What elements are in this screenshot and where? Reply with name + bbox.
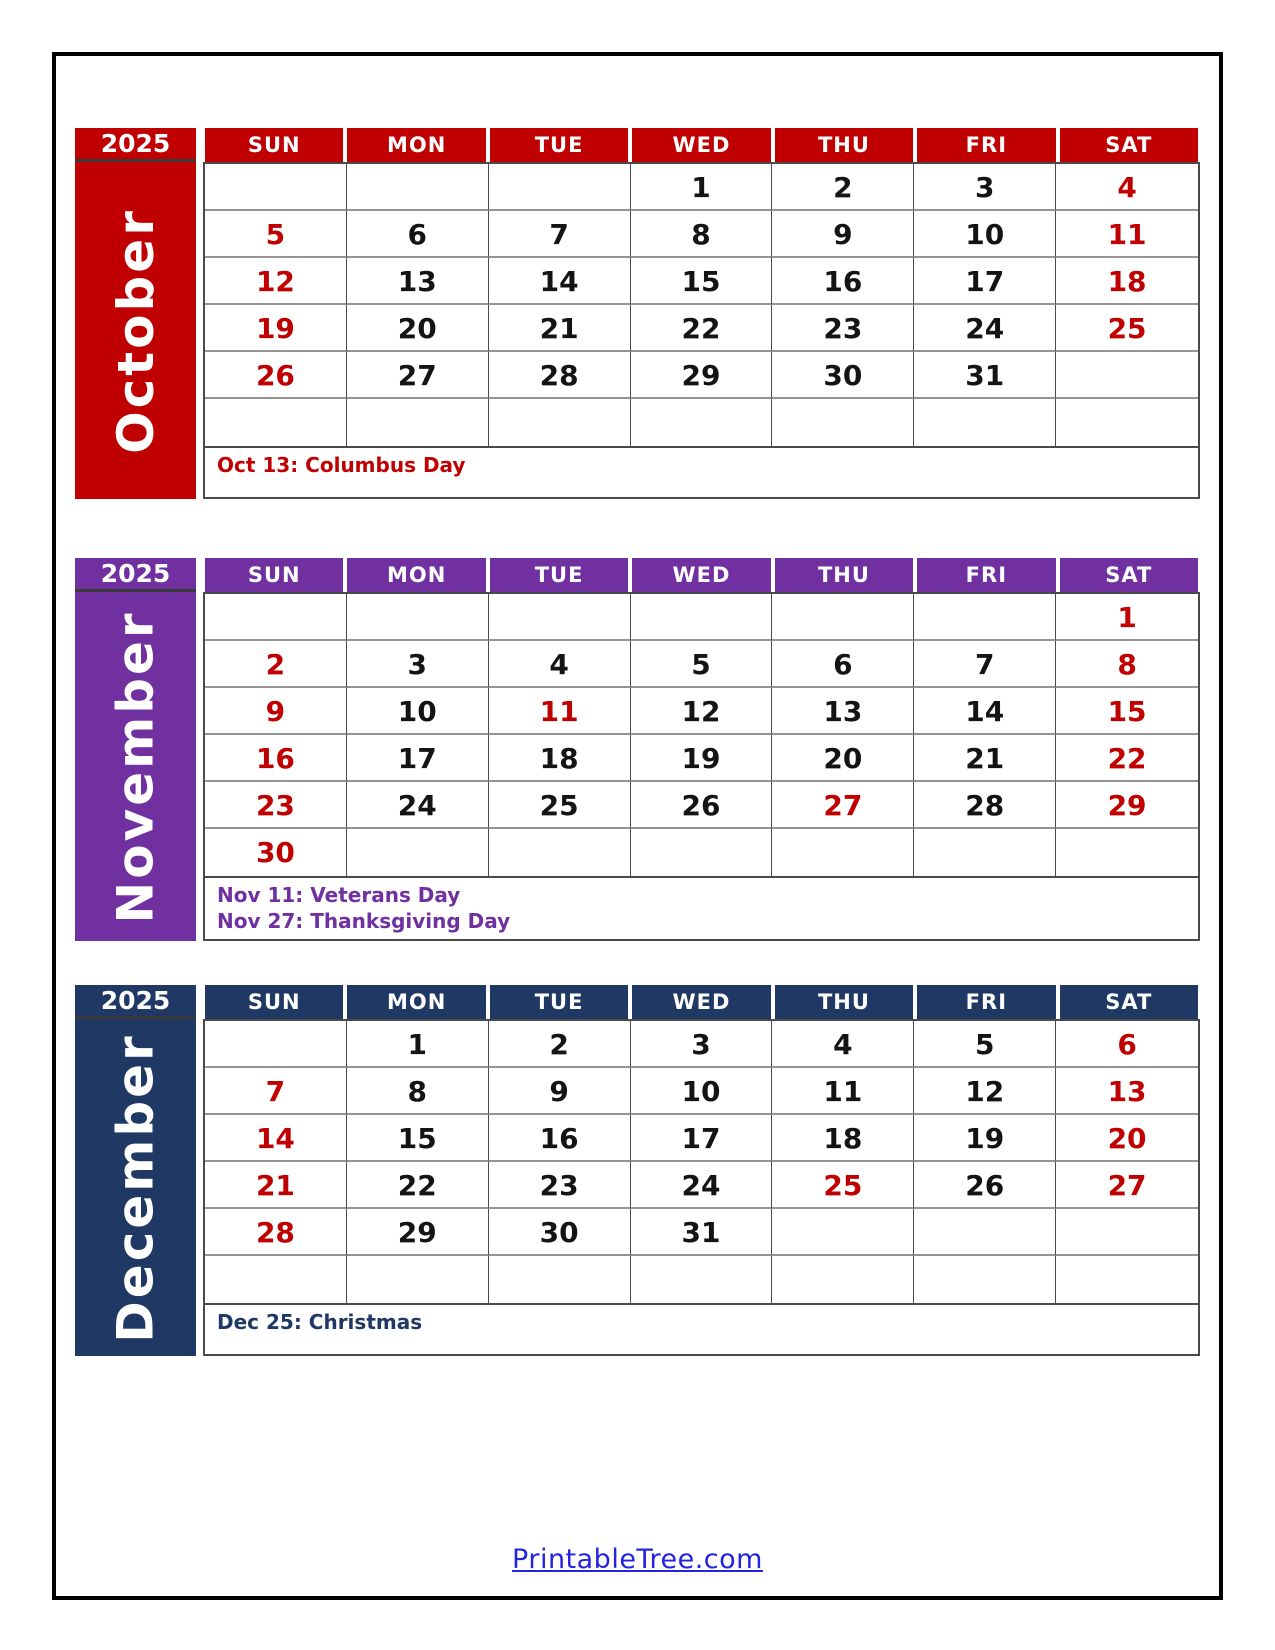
year-label: 2025 [75, 558, 196, 592]
date-cell-17: 17 [914, 258, 1056, 305]
date-cell-12: 12 [631, 688, 773, 735]
date-grid [203, 592, 1200, 876]
date-cell-12: 12 [205, 258, 347, 305]
date-cell-6: 6 [347, 211, 489, 258]
date-cell-10: 10 [631, 1068, 773, 1115]
month-name-label: December [106, 1032, 165, 1343]
weekday-header-sun: SUN [205, 985, 343, 1019]
date-cell-19: 19 [914, 1115, 1056, 1162]
date-cell-empty [914, 1256, 1056, 1303]
date-cell-17: 17 [631, 1115, 773, 1162]
date-cell-10: 10 [914, 211, 1056, 258]
date-cell-empty [631, 594, 773, 641]
date-cell-empty [914, 399, 1056, 446]
date-cell-19: 19 [205, 305, 347, 352]
date-cell-2: 2 [489, 1021, 631, 1068]
date-cell-6: 6 [1056, 1021, 1198, 1068]
november-body [75, 592, 1200, 941]
date-cell-14: 14 [914, 688, 1056, 735]
date-cell-26: 26 [914, 1162, 1056, 1209]
date-cell-9: 9 [772, 211, 914, 258]
november-header-row [75, 558, 1200, 592]
holiday-note: Dec 25: Christmas [217, 1310, 423, 1334]
date-cell-28: 28 [205, 1209, 347, 1256]
date-cell-3: 3 [347, 641, 489, 688]
calendar-october [75, 128, 1200, 499]
date-cell-empty [631, 1256, 773, 1303]
date-cell-empty [205, 1256, 347, 1303]
date-cell-16: 16 [205, 735, 347, 782]
date-cell-8: 8 [1056, 641, 1198, 688]
holiday-notes-box [203, 1303, 1200, 1356]
weekday-header-wed: WED [632, 558, 770, 592]
october-body [75, 162, 1200, 499]
date-cell-15: 15 [347, 1115, 489, 1162]
november-grid-column [203, 592, 1200, 941]
date-cell-7: 7 [489, 211, 631, 258]
holiday-note: Oct 13: Columbus Day [217, 453, 466, 477]
weekday-header-sat: SAT [1060, 128, 1198, 162]
date-cell-31: 31 [631, 1209, 773, 1256]
date-cell-4: 4 [1056, 164, 1198, 211]
weekday-header-thu: THU [775, 985, 913, 1019]
date-cell-15: 15 [631, 258, 773, 305]
date-cell-25: 25 [772, 1162, 914, 1209]
weekday-header-thu: THU [775, 558, 913, 592]
date-cell-10: 10 [347, 688, 489, 735]
date-cell-9: 9 [489, 1068, 631, 1115]
december-header-row [75, 985, 1200, 1019]
footer [0, 1544, 1275, 1575]
date-cell-21: 21 [489, 305, 631, 352]
date-cell-empty [205, 399, 347, 446]
weekday-header-fri: FRI [917, 128, 1055, 162]
date-cell-18: 18 [772, 1115, 914, 1162]
date-cell-empty [1056, 1256, 1198, 1303]
date-cell-12: 12 [914, 1068, 1056, 1115]
printabletree-link[interactable]: PrintableTree.com [512, 1544, 763, 1575]
month-name-sidebar [75, 1019, 196, 1356]
date-cell-30: 30 [772, 352, 914, 399]
date-cell-empty [205, 164, 347, 211]
weekday-header-tue: TUE [490, 985, 628, 1019]
date-cell-28: 28 [489, 352, 631, 399]
weekday-header-mon: MON [347, 985, 485, 1019]
date-cell-empty [205, 594, 347, 641]
date-cell-27: 27 [772, 782, 914, 829]
weekday-row [203, 128, 1200, 162]
date-cell-20: 20 [772, 735, 914, 782]
date-cell-24: 24 [347, 782, 489, 829]
weekday-header-wed: WED [632, 128, 770, 162]
date-cell-21: 21 [205, 1162, 347, 1209]
date-cell-20: 20 [1056, 1115, 1198, 1162]
date-cell-4: 4 [489, 641, 631, 688]
date-cell-30: 30 [489, 1209, 631, 1256]
december-grid-column [203, 1019, 1200, 1356]
date-cell-1: 1 [1056, 594, 1198, 641]
date-cell-11: 11 [772, 1068, 914, 1115]
date-cell-20: 20 [347, 305, 489, 352]
date-cell-29: 29 [1056, 782, 1198, 829]
holiday-note: Nov 11: Veterans Day [217, 883, 461, 907]
date-cell-empty [347, 399, 489, 446]
date-cell-2: 2 [772, 164, 914, 211]
date-cell-empty [347, 594, 489, 641]
october-grid-column [203, 162, 1200, 499]
date-cell-3: 3 [914, 164, 1056, 211]
date-cell-16: 16 [489, 1115, 631, 1162]
weekday-header-mon: MON [347, 128, 485, 162]
year-label: 2025 [75, 128, 196, 162]
date-cell-18: 18 [489, 735, 631, 782]
date-cell-13: 13 [1056, 1068, 1198, 1115]
weekday-row [203, 985, 1200, 1019]
date-cell-15: 15 [1056, 688, 1198, 735]
date-cell-empty [347, 164, 489, 211]
date-cell-22: 22 [347, 1162, 489, 1209]
date-cell-empty [1056, 352, 1198, 399]
weekday-header-sun: SUN [205, 128, 343, 162]
date-cell-empty [1056, 399, 1198, 446]
date-cell-empty [772, 594, 914, 641]
date-cell-empty [1056, 1209, 1198, 1256]
date-cell-5: 5 [914, 1021, 1056, 1068]
date-cell-empty [631, 399, 773, 446]
date-cell-29: 29 [347, 1209, 489, 1256]
date-cell-empty [489, 594, 631, 641]
date-cell-1: 1 [631, 164, 773, 211]
weekday-header-fri: FRI [917, 985, 1055, 1019]
date-cell-18: 18 [1056, 258, 1198, 305]
date-cell-empty [1056, 829, 1198, 876]
date-cell-22: 22 [1056, 735, 1198, 782]
date-cell-23: 23 [772, 305, 914, 352]
date-cell-8: 8 [631, 211, 773, 258]
date-cell-14: 14 [489, 258, 631, 305]
date-cell-empty [914, 1209, 1056, 1256]
month-name-sidebar [75, 162, 196, 499]
month-name-sidebar [75, 592, 196, 941]
date-cell-7: 7 [914, 641, 1056, 688]
date-cell-11: 11 [1056, 211, 1198, 258]
weekday-header-tue: TUE [490, 128, 628, 162]
date-cell-empty [631, 829, 773, 876]
weekday-header-sat: SAT [1060, 558, 1198, 592]
date-cell-24: 24 [914, 305, 1056, 352]
date-cell-28: 28 [914, 782, 1056, 829]
date-cell-empty [489, 399, 631, 446]
date-cell-empty [489, 829, 631, 876]
weekday-header-wed: WED [632, 985, 770, 1019]
date-cell-5: 5 [205, 211, 347, 258]
holiday-notes-box [203, 876, 1200, 941]
date-cell-26: 26 [631, 782, 773, 829]
date-cell-31: 31 [914, 352, 1056, 399]
weekday-header-sun: SUN [205, 558, 343, 592]
date-cell-29: 29 [631, 352, 773, 399]
date-cell-23: 23 [489, 1162, 631, 1209]
date-grid [203, 1019, 1200, 1303]
date-cell-2: 2 [205, 641, 347, 688]
date-cell-26: 26 [205, 352, 347, 399]
october-header-row [75, 128, 1200, 162]
month-name-label: October [106, 207, 165, 454]
date-cell-27: 27 [1056, 1162, 1198, 1209]
date-cell-empty [914, 594, 1056, 641]
date-cell-25: 25 [1056, 305, 1198, 352]
date-cell-1: 1 [347, 1021, 489, 1068]
holiday-notes-box [203, 446, 1200, 499]
date-cell-7: 7 [205, 1068, 347, 1115]
date-cell-empty [489, 164, 631, 211]
date-cell-8: 8 [347, 1068, 489, 1115]
date-cell-4: 4 [772, 1021, 914, 1068]
date-cell-empty [489, 1256, 631, 1303]
holiday-note: Nov 27: Thanksgiving Day [217, 909, 511, 933]
date-cell-30: 30 [205, 829, 347, 876]
date-cell-empty [205, 1021, 347, 1068]
year-label: 2025 [75, 985, 196, 1019]
date-cell-19: 19 [631, 735, 773, 782]
date-cell-empty [914, 829, 1056, 876]
calendar-november [75, 558, 1200, 941]
date-cell-5: 5 [631, 641, 773, 688]
weekday-header-thu: THU [775, 128, 913, 162]
date-cell-13: 13 [347, 258, 489, 305]
weekday-header-mon: MON [347, 558, 485, 592]
date-cell-14: 14 [205, 1115, 347, 1162]
date-grid [203, 162, 1200, 446]
date-cell-24: 24 [631, 1162, 773, 1209]
date-cell-9: 9 [205, 688, 347, 735]
weekday-row [203, 558, 1200, 592]
date-cell-11: 11 [489, 688, 631, 735]
date-cell-16: 16 [772, 258, 914, 305]
month-name-label: November [106, 609, 165, 924]
date-cell-3: 3 [631, 1021, 773, 1068]
date-cell-22: 22 [631, 305, 773, 352]
weekday-header-fri: FRI [917, 558, 1055, 592]
december-body [75, 1019, 1200, 1356]
date-cell-empty [772, 1256, 914, 1303]
date-cell-empty [772, 829, 914, 876]
date-cell-empty [772, 399, 914, 446]
date-cell-empty [347, 1256, 489, 1303]
date-cell-6: 6 [772, 641, 914, 688]
date-cell-empty [772, 1209, 914, 1256]
date-cell-13: 13 [772, 688, 914, 735]
date-cell-23: 23 [205, 782, 347, 829]
weekday-header-sat: SAT [1060, 985, 1198, 1019]
date-cell-21: 21 [914, 735, 1056, 782]
weekday-header-tue: TUE [490, 558, 628, 592]
date-cell-17: 17 [347, 735, 489, 782]
date-cell-25: 25 [489, 782, 631, 829]
date-cell-empty [347, 829, 489, 876]
date-cell-27: 27 [347, 352, 489, 399]
calendar-december [75, 985, 1200, 1356]
